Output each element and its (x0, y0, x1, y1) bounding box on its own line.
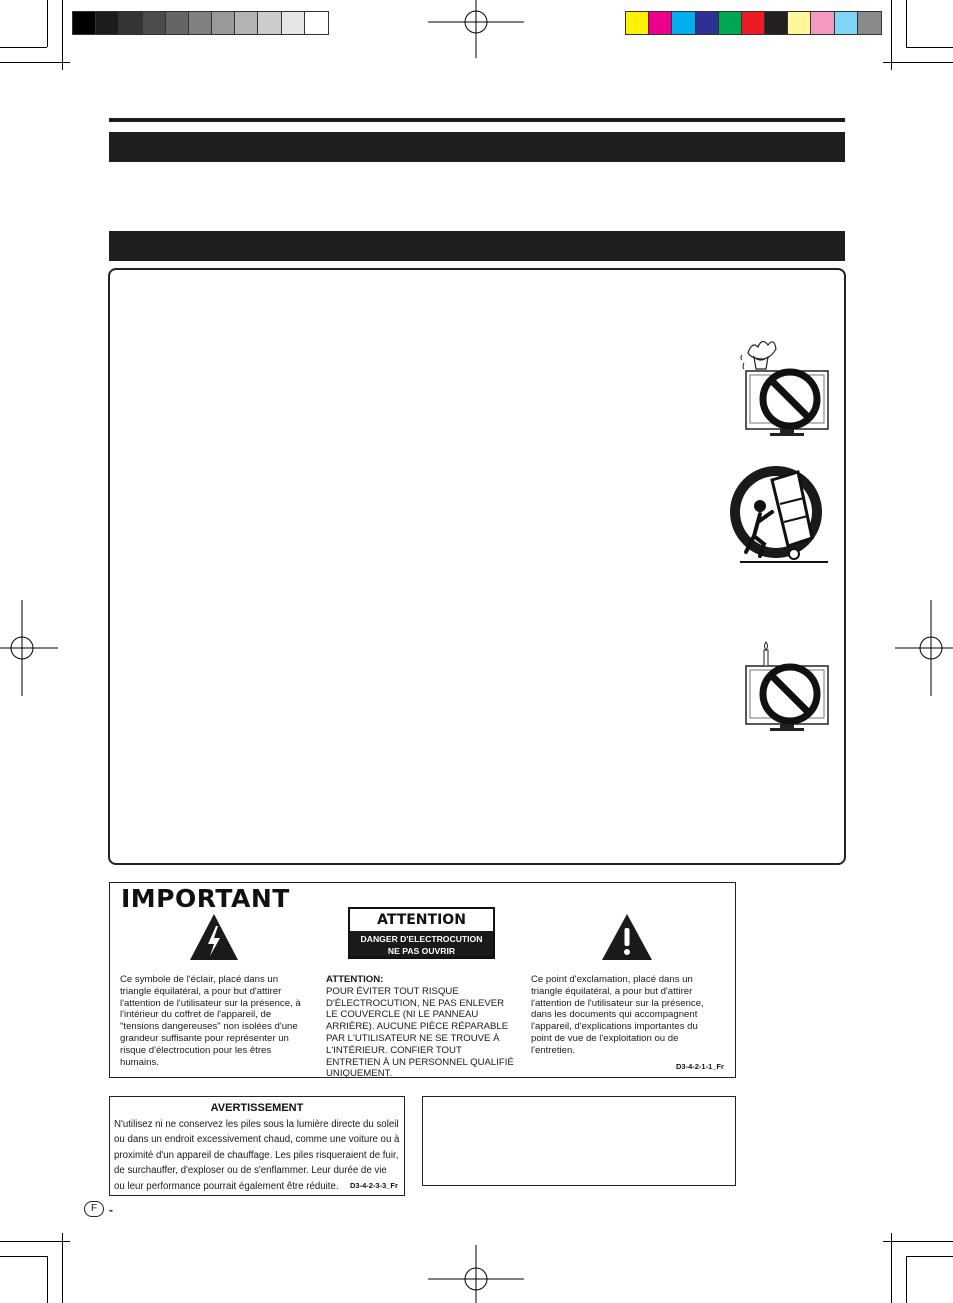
page-number-dash: - (109, 1203, 113, 1217)
safety-precautions-box (108, 268, 846, 865)
section-band-2 (109, 231, 845, 261)
gray-swatch (73, 12, 96, 34)
color-swatch (858, 12, 881, 34)
gray-swatch (305, 12, 328, 34)
attention-label-subtitle (350, 931, 493, 957)
color-swatch (696, 12, 719, 34)
warning-code: D3-4-2-3-3_Fr (350, 1181, 398, 1190)
color-swatch (765, 12, 788, 34)
gray-swatch (282, 12, 305, 34)
registration-mark-bottom (428, 1245, 524, 1303)
attention-label (348, 907, 495, 959)
registration-mark-right (893, 600, 953, 696)
no-candle-on-tv-icon (740, 640, 832, 736)
gray-swatch (189, 12, 212, 34)
gray-swatch (119, 12, 142, 34)
attention-label-line1: DANGER D'ELECTROCUTION (360, 934, 483, 944)
important-code: D3-4-2-1-1_Fr (676, 1062, 724, 1071)
exclamation-symbol-text: Ce point d'exclamation, placé dans un triangle équilatéral, a pour but d'attirer l'attention de l'utilisateur sur la présence, dans les documents qui accompagnent l'appareil, d'explications importantes du point de vue de l'exploitation ou de l'entretien. (531, 974, 704, 1056)
attention-text: POUR ÉVITER TOUT RISQUE D'ÉLECTROCUTION, NE PAS ENLEVER LE COUVERCLE (NI LE PANNEAU ARRIÈRE). AUCUNE PIÈCE RÉPARABLE PAR L'UTILISATEUR NE SE TROUVE À L'INTÉRIEUR. CONFIER TOUT ENTRETIEN À UN PERSONNEL QUALIFIÉ UNIQUEMENT. (326, 985, 514, 1080)
color-swatch (742, 12, 765, 34)
color-swatch (811, 12, 834, 34)
exclamation-warning-icon (600, 912, 654, 962)
attention-label-title: ATTENTION (377, 912, 466, 928)
blank-notice-box (422, 1096, 736, 1186)
important-title: IMPORTANT (121, 884, 290, 913)
attention-head: ATTENTION: (326, 974, 384, 985)
cart-tipover-warning-icon (724, 462, 834, 566)
color-swatch (626, 12, 649, 34)
gray-swatch (96, 12, 119, 34)
color-swatch (649, 12, 672, 34)
warning-text: N'utilisez ni ne conservez les piles sous la lumière directe du soleil ou dans un endroit excessivement chaud, comme une voiture ou à proximité d'un appareil de chauffage. Les piles risqueraient de fuir, de surchauffer, d'exploser ou de s'enflammer. Leur durée de vie ou leur performance pourrait également être réduite. (114, 1119, 400, 1192)
registration-mark-top (428, 0, 524, 60)
gray-swatch (258, 12, 281, 34)
no-liquid-on-tv-icon (740, 333, 832, 441)
attention-label-line2: NE PAS OUVRIR (387, 946, 456, 956)
lightning-warning-icon (188, 912, 240, 962)
gray-swatch (212, 12, 235, 34)
warning-title: AVERTISSEMENT (210, 1102, 304, 1114)
attention-text-block (326, 974, 518, 1080)
section-band-1 (109, 132, 845, 162)
grayscale-calibration-bar (72, 11, 329, 35)
warning-box (109, 1096, 405, 1196)
color-swatch (835, 12, 858, 34)
color-swatch (788, 12, 811, 34)
gray-swatch (235, 12, 258, 34)
gray-swatch (143, 12, 166, 34)
color-calibration-bar (625, 11, 882, 35)
color-swatch (719, 12, 742, 34)
lightning-symbol-text: Ce symbole de l'éclair, placé dans un triangle équilatéral, a pour but d'attirer l'attention de l'utilisateur sur la présence, à l'intérieur du coffret de l'appareil, de "tensions dangereuses" non isolées d'une grandeur suffisante pour représenter un risque d'électrocution pour les êtres humains. (120, 974, 301, 1068)
language-page-mark: F (84, 1201, 104, 1217)
registration-mark-left (0, 600, 60, 696)
gray-swatch (166, 12, 189, 34)
color-swatch (672, 12, 695, 34)
top-rule (109, 118, 845, 122)
